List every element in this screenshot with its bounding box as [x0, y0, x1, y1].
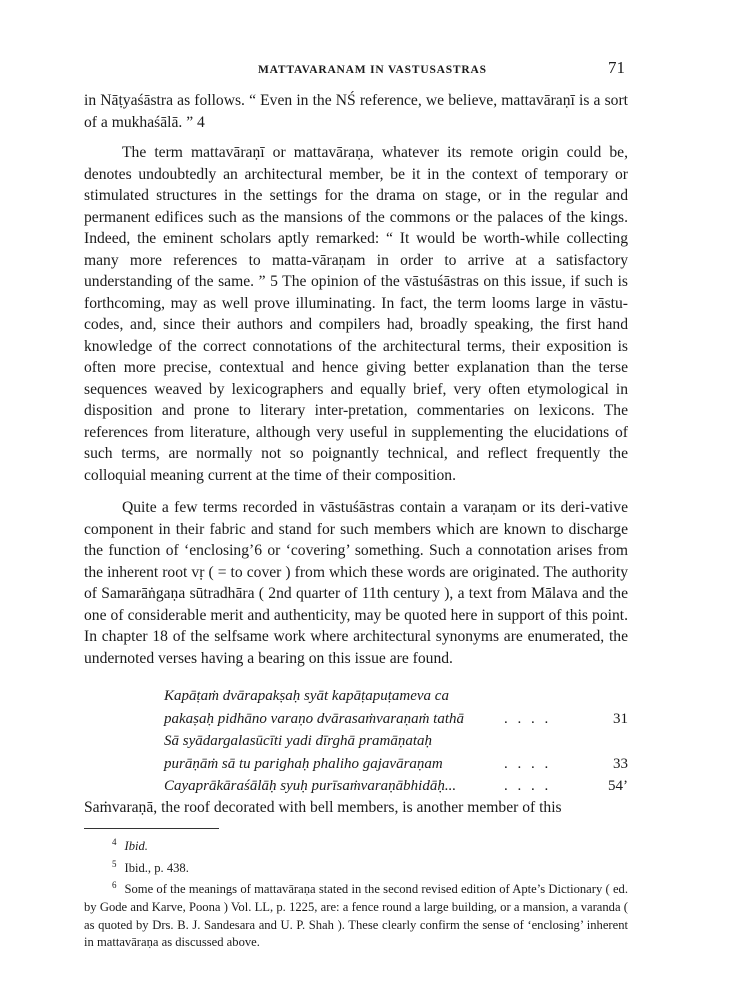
footnote-rule — [84, 828, 219, 829]
footnote-4 — [84, 834, 628, 856]
verse-text: pakaṣaḥ pidhāno varaṇo dvārasaṁvaraṇaṁ tathā — [164, 710, 464, 727]
verse-line — [164, 730, 628, 753]
footnote-5 — [84, 856, 628, 878]
verse-number: 54’ — [608, 778, 628, 794]
paragraph-4: Saṁvaraṇā, the roof decorated with bell members, is another member of this — [84, 799, 562, 816]
page-number: 71 — [608, 58, 625, 77]
verse-line — [164, 708, 628, 731]
verse-dots: . . . . — [504, 710, 552, 727]
paragraph-1: in Nāṭyaśāstra as follows. “ Even in the NŚ reference, we believe, mattavāraṇī is a sort of a mukhaśālā. ” 4 — [84, 92, 628, 131]
footnotes — [84, 834, 628, 952]
verse-dots: . . . . — [504, 755, 552, 772]
page-header — [0, 0, 737, 90]
verse-number: 31 — [613, 710, 628, 727]
verse-text: Sā syādargalasūcīti yadi dīrghā pramāṇataḥ — [164, 733, 433, 749]
footnote-text: Ibid., p. 438. — [124, 860, 189, 875]
footnote-text: Ibid. — [124, 839, 148, 854]
footnote-marker: 4 — [112, 837, 117, 847]
verse-line — [164, 685, 628, 708]
verse-text: Kapāṭaṁ dvārapakṣaḥ syāt kapāṭapuṭameva ca — [164, 688, 449, 704]
verse-block — [164, 685, 628, 798]
footnote-marker: 6 — [112, 880, 117, 891]
paragraph-3: Quite a few terms recorded in vāstuśāstras contain a varaṇam or its deri-vative component in their fabric and stand for such members which are known to discharge the function of ‘enclosing’6 or ‘covering’ something. Such a connotation arises from the inherent root vṛ ( = to cover ) from which these words are originated. The authority of Samarāṅgaṇa sūtradhāra ( 2nd quarter of 11th century ), a text from Mālava and the one of considerable merit and authenticity, may be quoted here in support of this point. In chapter 18 of the selfsame work where architectural synonyms are enumerated, the undernoted verses having a bearing on this issue are found. — [84, 499, 628, 667]
footnote-text: Some of the meanings of mattavāraṇa stated in the second revised edition of Apte’s Dictionary ( ed. by Gode and Karve, Poona ) Vol. LL, p. 1225, are: a fence round a large building, or a mansion, a varanda ( as quoted by Drs. B. J. Sandesara and U. P. Shah ). These clearly confirm the sense of ‘enclosing’ inherent in mattavāraṇa as discussed above. — [84, 882, 628, 950]
running-title: MATTAVARANAM IN VASTUSASTRAS — [258, 64, 487, 76]
verse-text: Cayaprākāraśālāḥ syuḥ purīsaṁvaraṇābhidāḥ... — [164, 778, 457, 794]
paragraph-2: The term mattavāraṇī or mattavāraṇa, whatever its remote origin could be, denotes undoubtedly an architectural member, be it in the context of temporary or stimulated structures in the settings for the drama on stage, or in the regular and permanent edifices such as the mansions of the commons or the palaces of the kings. Indeed, the eminent scholars aptly remarked: “ It would be worth-while collecting many more references to matta-vāraṇam in order to arrive at a satisfactory understanding of the same. ” 5 The opinion of the vāstuśāstras on this issue, if such is forthcoming, may as well prove illuminating. In fact, the term looms large in vāstu-codes, and, since their authors and compilers had, broadly speaking, the first hand knowledge of the correct connotations of the architectural terms, their exposition is often more precise, contextual and hence giving better explanation than the terse sequences weaved by lexicographers and equally brief, very often etymological in disposition and prone to literary inter-pretation, commentaries on lexicons. The references from literature, although very useful in supplementing the elucidations of such terms, are normally not so poignantly technical, and reflect frequently the colloquial meaning current at the time of their composition. — [84, 144, 628, 484]
verse-line — [164, 753, 628, 776]
verse-text: purāṇāṁ sā tu parighaḥ phaliho gajavāraṇam — [164, 755, 443, 772]
verse-dots: . . . . — [504, 778, 552, 794]
footnote-marker: 5 — [112, 858, 117, 869]
verse-number: 33 — [613, 755, 628, 772]
verse-line — [164, 775, 628, 798]
footnote-6 — [84, 877, 628, 951]
